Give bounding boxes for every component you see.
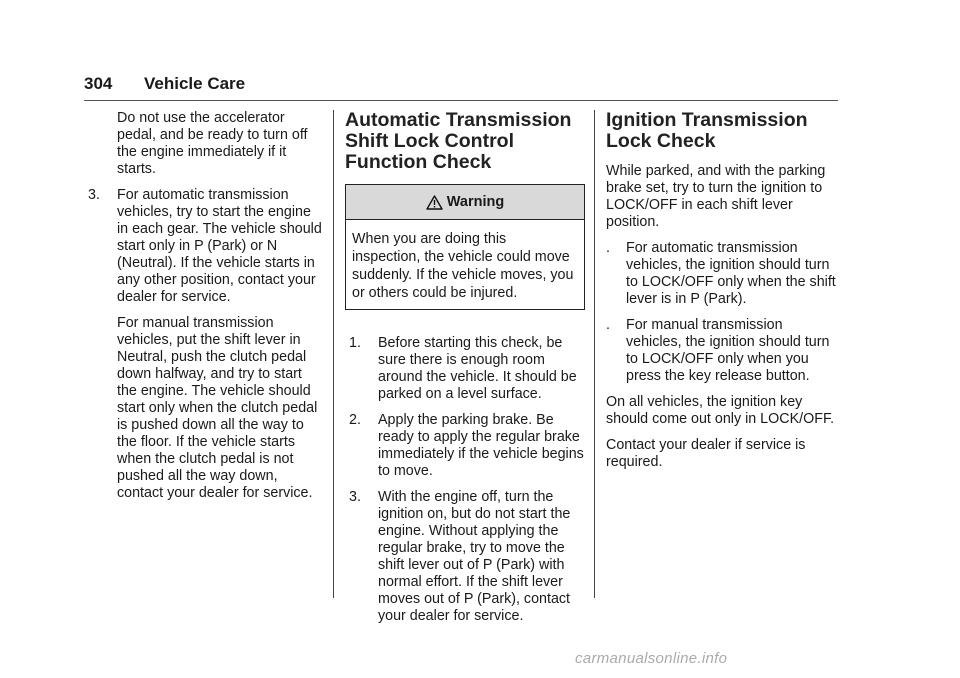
list-item bbox=[345, 489, 585, 625]
bullet-mark: . bbox=[606, 317, 610, 333]
list-text: With the engine off, turn the ignition on, but do not start the engine. Without applying the regular brake, try to move the shift lever out of P (Park) with normal effort. If the shift lever moves out of P (Park), contact your dealer for service. bbox=[378, 489, 571, 624]
warning-label: Warning bbox=[446, 193, 505, 210]
list-item bbox=[345, 412, 585, 480]
bullet-text: For manual transmission vehicles, the ignition should turn to LOCK/OFF only when you press the key release button. bbox=[626, 317, 830, 384]
column-middle bbox=[345, 110, 585, 634]
paragraph: For manual transmission vehicles, put the shift lever in Neutral, push the clutch pedal down halfway, and try to start the engine. The vehicle should start only when the clutch pedal is pushed down all the way to the floor. If the vehicle starts when the clutch pedal is not pushed all the way down, contact your dealer for service. bbox=[117, 315, 318, 501]
bullet-item bbox=[606, 240, 842, 308]
warning-triangle-icon bbox=[426, 195, 443, 210]
bullet-mark: . bbox=[606, 240, 610, 256]
list-number: 3. bbox=[88, 187, 100, 203]
list-item bbox=[345, 335, 585, 403]
list-number: 1. bbox=[349, 335, 361, 351]
paragraph: Contact your dealer if service is required. bbox=[606, 437, 806, 470]
paragraph: On all vehicles, the ignition key should come out only in LOCK/OFF. bbox=[606, 394, 835, 427]
paragraph: While parked, and with the parking brake set, try to turn the ignition to LOCK/OFF in each shift lever position. bbox=[606, 163, 826, 230]
column-left bbox=[84, 110, 324, 511]
page-header bbox=[84, 70, 838, 101]
heading: Automatic Transmission Shift Lock Control Function Check bbox=[345, 109, 572, 173]
paragraph: Do not use the accelerator pedal, and be ready to turn off the engine immediately if it starts. bbox=[117, 110, 308, 177]
column-divider bbox=[594, 110, 595, 598]
warning-text: When you are doing this inspection, the vehicle could move suddenly. If the vehicle moves, you or others could be injured. bbox=[352, 231, 574, 301]
list-text: Before starting this check, be sure there is enough room around the vehicle. It should be parked on a level surface. bbox=[378, 335, 577, 402]
list-number: 3. bbox=[349, 489, 361, 505]
warning-header bbox=[346, 185, 584, 220]
page-number: 304 bbox=[84, 74, 113, 93]
column-divider bbox=[333, 110, 334, 598]
watermark: carmanualsonline.info bbox=[575, 650, 728, 667]
column-right bbox=[606, 110, 842, 480]
bullet-text: For automatic transmission vehicles, the ignition should turn to LOCK/OFF only when the shift lever is in P (Park). bbox=[626, 240, 836, 307]
heading: Ignition Transmission Lock Check bbox=[606, 109, 808, 152]
list-text: For automatic transmission vehicles, try to start the engine in each gear. The vehicle should start only in P (Park) or N (Neutral). If the vehicle starts in any other position, contact your dealer for service. bbox=[117, 187, 322, 305]
list-item bbox=[84, 187, 324, 306]
bullet-item bbox=[606, 317, 842, 385]
list-number: 2. bbox=[349, 412, 361, 428]
section-title: Vehicle Care bbox=[144, 74, 246, 93]
warning-box bbox=[345, 184, 585, 310]
list-text: Apply the parking brake. Be ready to apply the regular brake immediately if the vehicle begins to move. bbox=[378, 412, 584, 479]
